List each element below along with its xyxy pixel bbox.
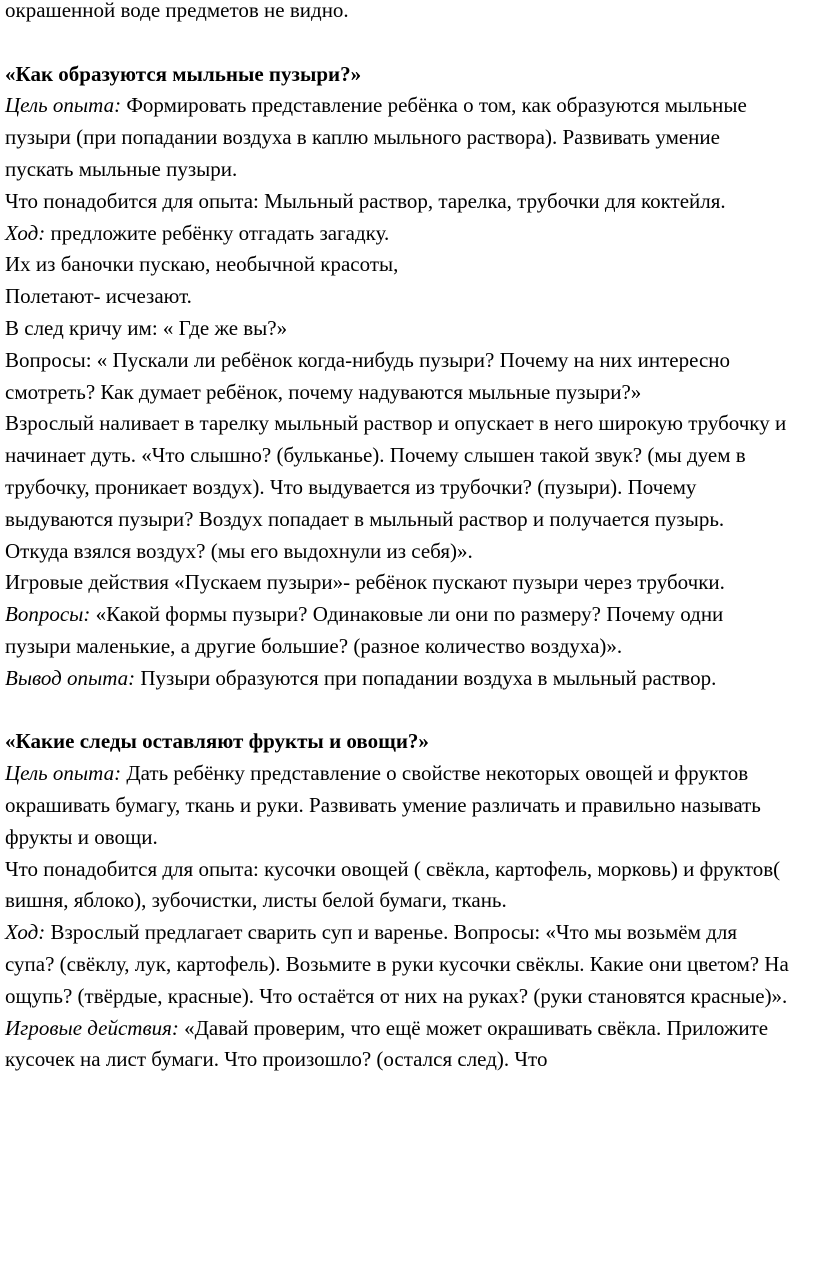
section-2-goal: [5, 758, 790, 853]
section-2-materials: Что понадобится для опыта: кусочки овощей ( свёкла, картофель, морковь) и фруктов( вишня, яблоко), зубочистки, листы белой бумаги, ткань.: [5, 856, 786, 913]
conclusion-label: Вывод опыта:: [5, 665, 136, 690]
goal-text: Дать ребёнку представление о свойстве некоторых овощей и фруктов окрашивать бумагу, ткань и руки. Развивать умение различать и правильно называть фрукты и овощи.: [5, 761, 767, 849]
procedure-label: Ход:: [5, 220, 46, 245]
procedure-text: Взрослый предлагает сварить суп и варенье. Вопросы: «Что мы возьмём для супа? (свёклу, лук, картофель). Возьмите в руки кусочки свёклы. Какие они цветом? На ощупь? (твёрдые, красные). Что остаётся от них на руках? (руки становятся красные)».: [5, 920, 795, 1008]
section-1-goal: [5, 90, 790, 185]
section-1-procedure: [5, 218, 790, 250]
procedure-label: Ход:: [5, 920, 46, 945]
section-1-questions: Вопросы: « Пускали ли ребёнок когда-нибудь пузыри? Почему на них интересно смотреть? Как думает ребёнок, почему надуваются мыльные пузыри?»: [5, 347, 736, 404]
game-label: Игровые действия:: [5, 1015, 179, 1040]
goal-label: Цель опыта:: [5, 761, 122, 786]
riddle-line-3: В след кричу им: « Где же вы?»: [5, 315, 288, 340]
section-1-materials: Что понадобится для опыта: Мыльный раствор, тарелка, трубочки для коктейля.: [5, 188, 726, 213]
questions-text: «Какой формы пузыри? Одинаковые ли они по размеру? Почему одни пузыри маленькие, а другие большие? (разное количество воздуха)».: [5, 602, 729, 658]
section-2-game-actions: [5, 1013, 790, 1077]
procedure-text: предложите ребёнку отгадать загадку.: [45, 220, 390, 245]
intro-tail-text: окрашенной воде предметов не видно.: [5, 0, 349, 22]
section-1-questions-2: [5, 599, 790, 663]
goal-label: Цель опыта:: [5, 93, 122, 118]
goal-text: Формировать представление ребёнка о том, как образуются мыльные пузыри (при попадании воздуха в каплю мыльного раствора). Развивать умение пускать мыльные пузыри.: [5, 93, 753, 181]
riddle-line-1: Их из баночки пускаю, необычной красоты,: [5, 252, 399, 277]
game-text: «Давай проверим, что ещё может окрашивать свёкла. Приложите кусочек на лист бумаги. Что произошло? (остался след). Что: [5, 1015, 774, 1072]
blank-line: [5, 695, 790, 727]
conclusion-text: Пузыри образуются при попадании воздуха в мыльный раствор.: [135, 665, 717, 690]
section-1-title: «Как образуются мыльные пузыри?»: [5, 61, 362, 86]
section-1-game-actions: Игровые действия «Пускаем пузыри»- ребёнок пускают пузыри через трубочки.: [5, 570, 725, 595]
section-2-procedure: [5, 917, 795, 1012]
blank-line: [5, 27, 790, 59]
section-2-title: «Какие следы оставляют фрукты и овощи?»: [5, 729, 429, 754]
section-1-conclusion: [5, 663, 790, 695]
questions-label: Вопросы:: [5, 602, 91, 627]
section-1-adult-action: Взрослый наливает в тарелку мыльный раствор и опускает в него широкую трубочку и начинает дуть. «Что слышно? (бульканье). Почему слышен такой звук? (мы дуем в трубочку, проникает воздух). Что выдувается из трубочки? (пузыри). Почему выдуваются пузыри? Воздух попадает в мыльный раствор и получается пузырь. Откуда взялся воздух? (мы его выдохнули из себя)».: [5, 411, 792, 563]
riddle-line-2: Полетают- исчезают.: [5, 284, 192, 309]
